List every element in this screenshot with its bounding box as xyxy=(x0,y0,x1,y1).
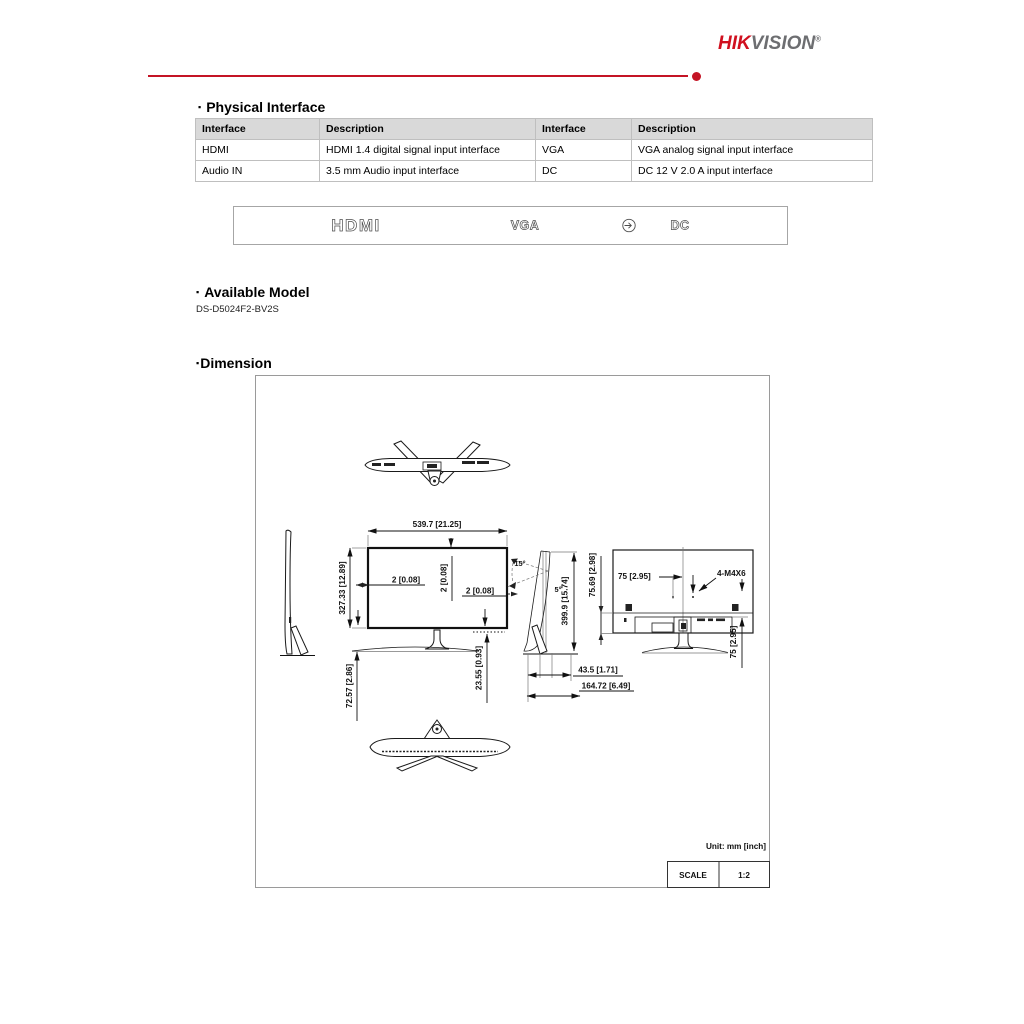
dim-base-depth: 164.72 [6.49] xyxy=(581,681,631,691)
model-number: DS-D5024F2-BV2S xyxy=(196,304,279,315)
col-header-interface-1: Interface xyxy=(196,119,320,140)
dim-bezel-top: 2 [0.08] xyxy=(439,563,449,593)
scale-block xyxy=(668,862,770,888)
available-model-heading xyxy=(196,284,310,300)
cell-interface: DC xyxy=(536,161,632,182)
dim-total-height: 399.9 [15.74] xyxy=(560,576,570,626)
dimension-heading xyxy=(196,355,272,371)
bullet-icon: ▪ xyxy=(198,101,202,112)
cell-interface: HDMI xyxy=(196,140,320,161)
hdmi-logo-icon: HDMI xyxy=(331,216,381,235)
hikvision-logo xyxy=(718,33,821,55)
header-rule xyxy=(148,75,688,77)
header-rule-dot xyxy=(692,72,701,81)
dimension-title: Dimension xyxy=(200,355,272,371)
table-row xyxy=(196,161,873,182)
physical-interface-heading xyxy=(198,99,325,115)
dim-tilt-front: 5° xyxy=(554,585,562,594)
bullet-icon: ▪ xyxy=(196,357,200,368)
dimension-drawing xyxy=(255,375,770,888)
dim-bezel-left: 2 [0.08] xyxy=(391,575,421,585)
scale-label: SCALE xyxy=(679,871,707,880)
dim-height: 327.33 [12.89] xyxy=(338,561,347,615)
dc-logo-icon: DC xyxy=(670,218,690,233)
table-header-row xyxy=(196,119,873,140)
unit-note: Unit: mm [inch] xyxy=(705,842,766,851)
logo-vision: VISION xyxy=(750,33,816,54)
dim-chin-height: 23.55 [0.93] xyxy=(474,645,484,691)
connector-strip xyxy=(233,206,788,245)
vga-logo-icon: VGA xyxy=(510,218,540,233)
cell-description: VGA analog signal input interface xyxy=(632,140,873,161)
dim-vesa-screw: 4-M4X6 xyxy=(717,569,746,578)
col-header-interface-2: Interface xyxy=(536,119,632,140)
audio-in-icon xyxy=(623,219,635,231)
available-model-title: Available Model xyxy=(204,284,310,300)
cell-description: HDMI 1.4 digital signal input interface xyxy=(320,140,536,161)
bullet-icon: ▪ xyxy=(196,286,200,297)
dim-tilt-back: 15° xyxy=(514,559,526,568)
cell-interface: Audio IN xyxy=(196,161,320,182)
dim-stand-depth: 43.5 [1.71] xyxy=(578,665,618,675)
logo-hik: HIK xyxy=(718,33,751,54)
scale-value: 1:2 xyxy=(738,871,750,880)
physical-interface-title: Physical Interface xyxy=(206,99,326,115)
dim-width: 539.7 [21.25] xyxy=(412,520,462,529)
dim-vesa-spacing: 75 [2.95] xyxy=(618,572,651,581)
dim-base-height: 72.57 [2.86] xyxy=(345,663,354,709)
logo-registered-mark: ® xyxy=(815,34,822,44)
cell-description: DC 12 V 2.0 A input interface xyxy=(632,161,873,182)
dim-bezel-right: 2 [0.08] xyxy=(465,586,495,596)
col-header-description-1: Description xyxy=(320,119,536,140)
dim-vesa-side: 75 [2.95] xyxy=(729,625,738,659)
connector-icons xyxy=(234,207,787,244)
table-row xyxy=(196,140,873,161)
col-header-description-2: Description xyxy=(632,119,873,140)
physical-interface-table xyxy=(195,118,873,182)
dim-vesa-offset: 75.69 [2.98] xyxy=(588,552,597,598)
cell-description: 3.5 mm Audio input interface xyxy=(320,161,536,182)
cell-interface: VGA xyxy=(536,140,632,161)
